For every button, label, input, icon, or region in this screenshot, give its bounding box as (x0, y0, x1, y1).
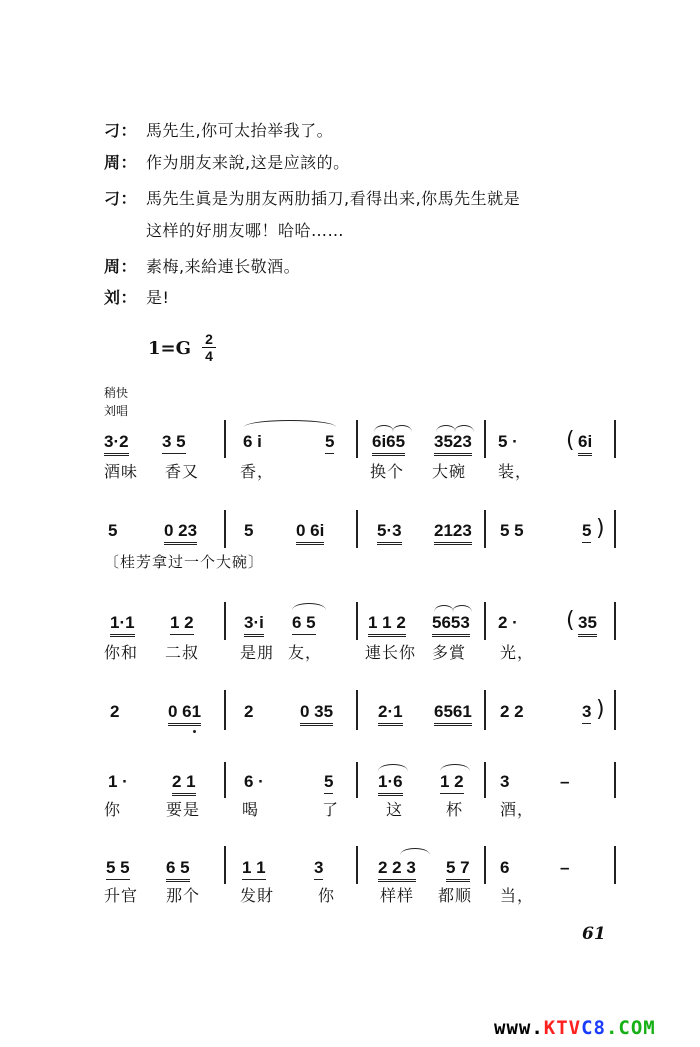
lyric: 友， (288, 643, 323, 662)
dialogue-line (104, 153, 350, 173)
close-paren: ) (596, 516, 605, 541)
note-group: 6i (578, 432, 592, 456)
barline (614, 602, 616, 640)
lyric: 酒味 (104, 462, 139, 481)
note-group: 6 5 (166, 858, 190, 882)
open-paren: ( (566, 608, 575, 633)
note-group: 0 23 (164, 521, 197, 545)
slur (378, 764, 408, 771)
note-group: 3 (314, 858, 323, 880)
barline (484, 846, 486, 884)
time-bottom: 4 (205, 348, 213, 364)
barline (356, 762, 358, 798)
barline (614, 846, 616, 884)
note-group: 5 (108, 521, 118, 540)
note-group: 2 2 3 (378, 858, 416, 882)
note-group: 1 · (108, 772, 128, 791)
note-group: 6i65 (372, 432, 405, 456)
note-group: 0 61 (168, 702, 201, 726)
lyric: 换个 (370, 462, 405, 481)
note-group: 5 7 (446, 858, 470, 882)
lyric: 大碗 (432, 462, 467, 481)
barline (484, 510, 486, 548)
note-group: 5 (582, 521, 591, 543)
barline (484, 762, 486, 798)
watermark-c8: C8 (581, 1017, 606, 1039)
barline (484, 690, 486, 730)
dialogue-line (104, 121, 333, 141)
note-group: 6561 (434, 702, 472, 726)
watermark-com: .COM (605, 1017, 656, 1039)
note-group: 1·1 (110, 613, 135, 637)
watermark-www: www. (494, 1017, 544, 1039)
low-dot (193, 730, 196, 733)
note-group: 5·3 (377, 521, 402, 545)
barline (356, 602, 358, 640)
barline (484, 420, 486, 458)
slur (436, 425, 456, 432)
slur (434, 605, 454, 612)
barline (614, 510, 616, 548)
note-group: 1 1 2 (368, 613, 406, 637)
note-group: 6 · (244, 772, 264, 791)
note-group: 3 (582, 702, 591, 724)
lyric: 装， (498, 462, 533, 481)
speaker: 周： (104, 257, 138, 276)
lyric: 你 (318, 886, 336, 905)
lyric: 連长你 (365, 643, 417, 662)
note-group: 3 5 (162, 432, 186, 454)
lyric: 当， (500, 886, 535, 905)
barline (224, 420, 226, 458)
speaker: 刘： (104, 288, 138, 307)
key-signature: 1=G (148, 338, 191, 359)
lyric: 二叔 (165, 643, 200, 662)
time-top: 2 (205, 331, 213, 347)
barline (224, 846, 226, 884)
slur (392, 425, 412, 432)
note-group: 0 6i (296, 521, 324, 545)
slur (400, 848, 430, 855)
lyric: 酒， (500, 800, 535, 819)
note-group: 35 (578, 613, 597, 637)
barline (224, 690, 226, 730)
lyric: 你和 (104, 643, 139, 662)
speaker: 刁： (104, 189, 138, 208)
barline (484, 602, 486, 640)
line-text: 这样的好朋友哪！哈哈…… (146, 221, 345, 240)
stage-direction: 〔桂芳拿过一个大碗〕 (104, 553, 265, 571)
note-group: 5 5 (500, 521, 524, 540)
lyric: 喝 (242, 800, 260, 819)
lyric: 这 (386, 800, 404, 819)
note-group: 2 1 (172, 772, 196, 796)
barline (356, 510, 358, 548)
line-text: 馬先生眞是为朋友两肋插刀,看得出来,你馬先生就是 (146, 189, 521, 208)
barline (224, 602, 226, 640)
line-text: 馬先生,你可太抬举我了。 (146, 121, 334, 140)
lyric: 都顺 (438, 886, 473, 905)
note-group: 2 (244, 702, 254, 721)
note-group: 3 (500, 772, 510, 791)
note-group: 1 2 (170, 613, 194, 635)
open-paren: ( (566, 428, 575, 453)
tempo-marking: 稍快 (104, 386, 129, 400)
sustain-dash: – (560, 772, 570, 791)
note-group: 2 · (498, 613, 518, 632)
dialogue-line (104, 288, 169, 308)
watermark-link[interactable] (494, 1017, 656, 1039)
lyric: 了 (322, 800, 340, 819)
speaker: 周： (104, 153, 138, 172)
lyric: 香， (240, 462, 275, 481)
note-group: 2 2 (500, 702, 524, 721)
lyric: 要是 (166, 800, 201, 819)
note-group: 1·6 (378, 772, 403, 796)
slur (452, 605, 472, 612)
barline (614, 690, 616, 730)
note-group: 5 · (498, 432, 518, 451)
note-group: 6 5 (292, 613, 316, 635)
barline (356, 690, 358, 730)
line-text: 素梅,来給連长敬酒。 (146, 257, 301, 276)
note-group: 6 (500, 858, 510, 877)
lyric: 多賞 (432, 643, 467, 662)
note-group: 3523 (434, 432, 472, 456)
sustain-dash: – (560, 858, 570, 877)
lyric: 那个 (166, 886, 201, 905)
line-text: 作为朋友来說,这是应該的。 (146, 153, 350, 172)
note-group: 5 5 (106, 858, 130, 880)
note-group: 5 (324, 772, 333, 794)
note-group: 2 (110, 702, 120, 721)
barline (614, 420, 616, 458)
slur (374, 425, 394, 432)
lyric: 香又 (165, 462, 200, 481)
dialogue-line (104, 189, 520, 209)
slur (454, 425, 474, 432)
lyric: 是朋 (240, 643, 275, 662)
slur (440, 764, 470, 771)
note-group: 0 35 (300, 702, 333, 726)
note-group: 3·i (244, 613, 264, 637)
lyric: 升官 (104, 886, 139, 905)
note-group: 1 2 (440, 772, 464, 794)
barline (356, 846, 358, 884)
lyric: 发財 (240, 886, 275, 905)
dialogue-line (104, 257, 300, 277)
note-group: 1 1 (242, 858, 266, 880)
note-group: 3·2 (104, 432, 129, 456)
lyric: 样样 (380, 886, 415, 905)
close-paren: ) (596, 697, 605, 722)
line-text: 是! (146, 288, 170, 307)
barline (356, 420, 358, 458)
barline (224, 510, 226, 548)
watermark-ktv: KTV (543, 1017, 582, 1039)
time-signature (202, 332, 216, 363)
lyric: 你 (104, 800, 122, 819)
lyric: 光， (500, 643, 535, 662)
dialogue-line-continued (146, 221, 344, 241)
barline (614, 762, 616, 798)
note-group: 5 (325, 432, 334, 454)
note-group: 2123 (434, 521, 472, 545)
note-group: 2·1 (378, 702, 403, 726)
slur (292, 603, 326, 610)
barline (224, 762, 226, 798)
note-group: 6 i (243, 432, 262, 451)
note-group: 5653 (432, 613, 470, 637)
page-number: 61 (582, 924, 606, 944)
singer-marking: 刘唱 (104, 404, 129, 418)
speaker: 刁： (104, 121, 138, 140)
note-group: 5 (244, 521, 254, 540)
slur (244, 420, 336, 427)
lyric: 杯 (446, 800, 464, 819)
